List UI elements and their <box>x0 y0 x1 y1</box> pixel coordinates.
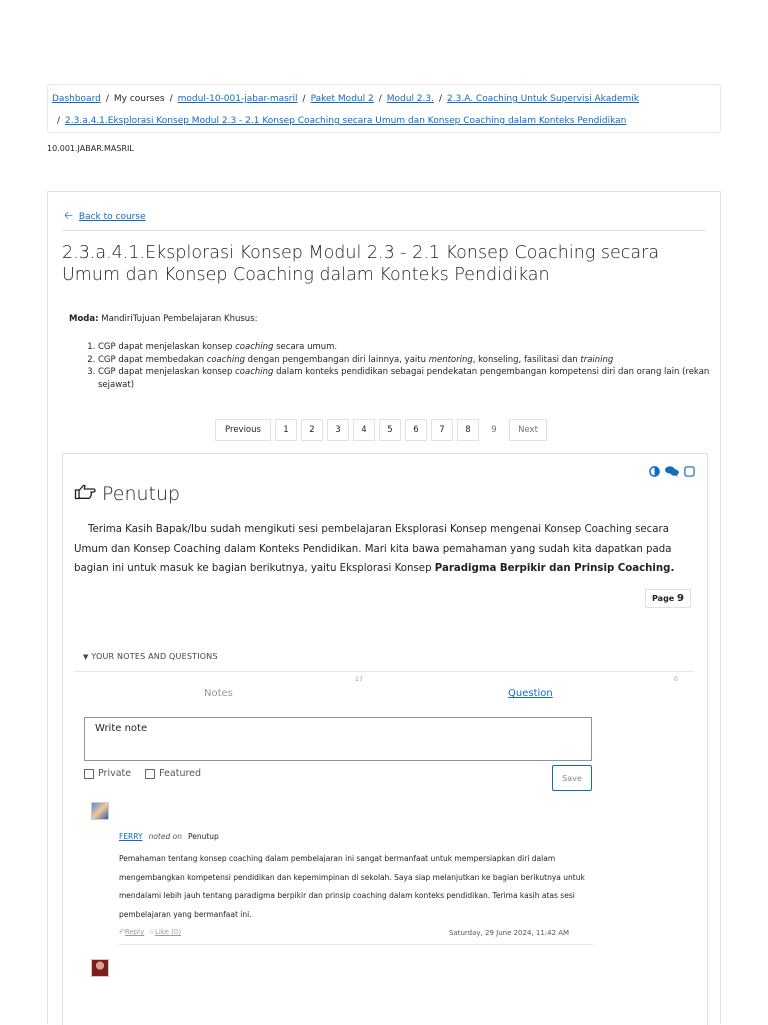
checkbox-icon <box>84 769 94 779</box>
divider <box>119 944 593 945</box>
tab-notes[interactable]: Notes <box>204 688 233 699</box>
pagination-page[interactable]: 4 <box>353 419 375 441</box>
back-to-course[interactable] <box>64 207 146 226</box>
hand-pointing-icon <box>74 483 96 505</box>
pagination-page[interactable]: 8 <box>457 419 479 441</box>
breadcrumb-course[interactable]: modul-10-001-jabar-masril <box>177 94 298 104</box>
pagination-page[interactable]: 6 <box>405 419 427 441</box>
question-count: 0 <box>674 676 678 683</box>
note-target: Penutup <box>187 832 219 841</box>
goal-item <box>98 341 713 354</box>
featured-label: Featured <box>159 768 202 779</box>
note-author[interactable]: FERRY <box>119 832 143 841</box>
goal-item <box>98 366 713 391</box>
breadcrumb-separator: / <box>378 94 382 104</box>
contrast-icon[interactable] <box>649 466 660 477</box>
user-identifier: 10.001.JABAR.MASRIL <box>47 144 134 153</box>
lesson-content <box>62 453 708 1025</box>
pagination-page[interactable]: 1 <box>275 419 297 441</box>
goal-emphasis: coaching <box>235 367 274 377</box>
goal-text: , konseling, fasilitasi dan <box>472 354 581 365</box>
avatar[interactable] <box>91 802 109 820</box>
goal-text: dengan pengembangan diri lainnya, yaitu <box>244 354 429 365</box>
goal-emphasis: coaching <box>206 354 245 365</box>
pagination-page[interactable]: 7 <box>431 419 453 441</box>
reply-icon: ↶ <box>119 928 125 936</box>
page-title: 2.3.a.4.1.Eksplorasi Konsep Modul 2.3 - 2.1 Konsep Coaching secara Umum dan Konsep Coaching dalam Konteks Pendidikan <box>62 243 660 285</box>
moda-text: MandiriTujuan Pembelajaran Khusus: <box>101 314 258 324</box>
page-badge <box>645 589 691 608</box>
like-link[interactable]: Like (0) <box>155 928 182 936</box>
breadcrumb-line-1 <box>52 94 639 104</box>
back-to-course-link[interactable]: Back to course <box>78 212 146 222</box>
caret-down-icon: ▼ <box>83 653 89 661</box>
breadcrumb-separator: / <box>438 94 443 104</box>
notes-count: 17 <box>355 676 363 683</box>
fullscreen-icon[interactable] <box>684 466 695 477</box>
goal-emphasis: mentoring <box>428 354 473 365</box>
goal-text: dalam konteks pendidikan sebagai pendekatan pengembangan kompetensi diri dan orang lain (rekan sejawat) <box>98 367 710 390</box>
moda-line <box>69 314 257 324</box>
pagination-page[interactable]: 5 <box>379 419 401 441</box>
tab-question[interactable]: Question <box>508 688 553 699</box>
breadcrumb-current-page[interactable]: 2.3.a.4.1.Eksplorasi Konsep Modul 2.3 - 2.1 Konsep Coaching secara Umum dan Konsep Coaching dalam Konteks Pendidikan <box>65 116 627 126</box>
section-title <box>74 483 180 505</box>
breadcrumb-separator: / <box>302 94 306 104</box>
goal-text: CGP dapat menjelaskan konsep <box>98 367 236 377</box>
breadcrumb-line-2 <box>57 116 626 126</box>
page-badge-number: 9 <box>677 593 684 604</box>
section-body-bold: Paradigma Berpikir dan Prinsip Coaching. <box>434 563 675 574</box>
notes-section-toggle[interactable] <box>83 652 218 661</box>
comments-icon[interactable] <box>665 466 679 477</box>
divider <box>62 230 706 231</box>
section-body-text: Terima Kasih Bapak/Ibu sudah mengikuti sesi pembelajaran Eksplorasi Konsep mengenai Konsep Coaching secara Umum dan Konsep Coaching dalam Konteks Pendidikan. Mari kita bawa pemahaman yang sudah kita dapatkan pada bagian ini untuk masuk ke bagian berikutnya, yaitu Eksplorasi Konsep <box>74 524 672 574</box>
breadcrumb-dashboard[interactable]: Dashboard <box>52 94 101 104</box>
pagination-current-page: 9 <box>483 419 505 441</box>
private-checkbox[interactable] <box>84 768 131 779</box>
goal-text: CGP dapat membedakan <box>98 354 207 365</box>
section-body <box>74 520 696 579</box>
breadcrumb-separator: / <box>169 94 173 104</box>
pagination-previous[interactable]: Previous <box>215 419 271 441</box>
goal-text: CGP dapat menjelaskan konsep <box>98 342 236 352</box>
pagination-page[interactable]: 3 <box>327 419 349 441</box>
goal-emphasis: training <box>580 354 614 365</box>
goal-text: secara umum. <box>273 342 338 352</box>
checkbox-icon <box>145 769 155 779</box>
breadcrumb-separator: / <box>57 116 61 126</box>
divider <box>74 671 694 672</box>
noted-on-text: noted on <box>148 832 182 841</box>
learning-goals <box>86 341 713 391</box>
note-input[interactable] <box>84 717 592 761</box>
note-options <box>84 768 201 779</box>
note-text: Pemahaman tentang konsep coaching dalam pembelajaran ini sangat bermanfaat untuk mempersiapkan diri dalam mengembangkan kompetensi pendidikan dan kepemimpinan di sekolah. Saya siap melanjutkan ke bagian berikutnya untuk mendalami lebih jauh tentang paradigma berpikir dan prinsip coaching dalam konteks pendidikan. Terima kasih atas sesi pembelajaran yang bermanfaat ini. <box>119 854 585 919</box>
notes-heading: YOUR NOTES AND QUESTIONS <box>91 652 218 661</box>
breadcrumb-section[interactable]: 2.3.A. Coaching Untuk Supervisi Akademik <box>447 94 639 104</box>
note-meta <box>119 832 219 841</box>
pagination-page[interactable]: 2 <box>301 419 323 441</box>
breadcrumb-separator: / <box>105 94 109 104</box>
goal-item <box>98 354 713 367</box>
moda-label: Moda: <box>69 314 99 324</box>
section-title-text: Penutup <box>102 483 181 505</box>
note-actions <box>119 928 181 936</box>
page-badge-label: Page <box>652 594 675 603</box>
main-card <box>47 191 721 1024</box>
private-label: Private <box>98 768 132 779</box>
pagination-next[interactable]: Next <box>509 419 547 441</box>
note-timestamp: Saturday, 29 June 2024, 11:42 AM <box>449 929 570 937</box>
star-icon: ☆ <box>148 928 155 936</box>
pagination <box>215 419 547 441</box>
goal-emphasis: coaching <box>235 342 274 352</box>
avatar[interactable] <box>91 959 109 977</box>
reply-link[interactable]: Reply <box>124 928 145 936</box>
arrow-left-icon: 🡠 <box>64 209 73 222</box>
page-tools <box>649 466 695 477</box>
save-button[interactable]: Save <box>552 765 592 791</box>
breadcrumb-paket-modul[interactable]: Paket Modul 2 <box>310 94 374 104</box>
breadcrumb-modul[interactable]: Modul 2.3. <box>386 94 434 104</box>
breadcrumb <box>47 84 721 133</box>
breadcrumb-my-courses: My courses <box>113 94 165 104</box>
featured-checkbox[interactable] <box>145 768 201 779</box>
